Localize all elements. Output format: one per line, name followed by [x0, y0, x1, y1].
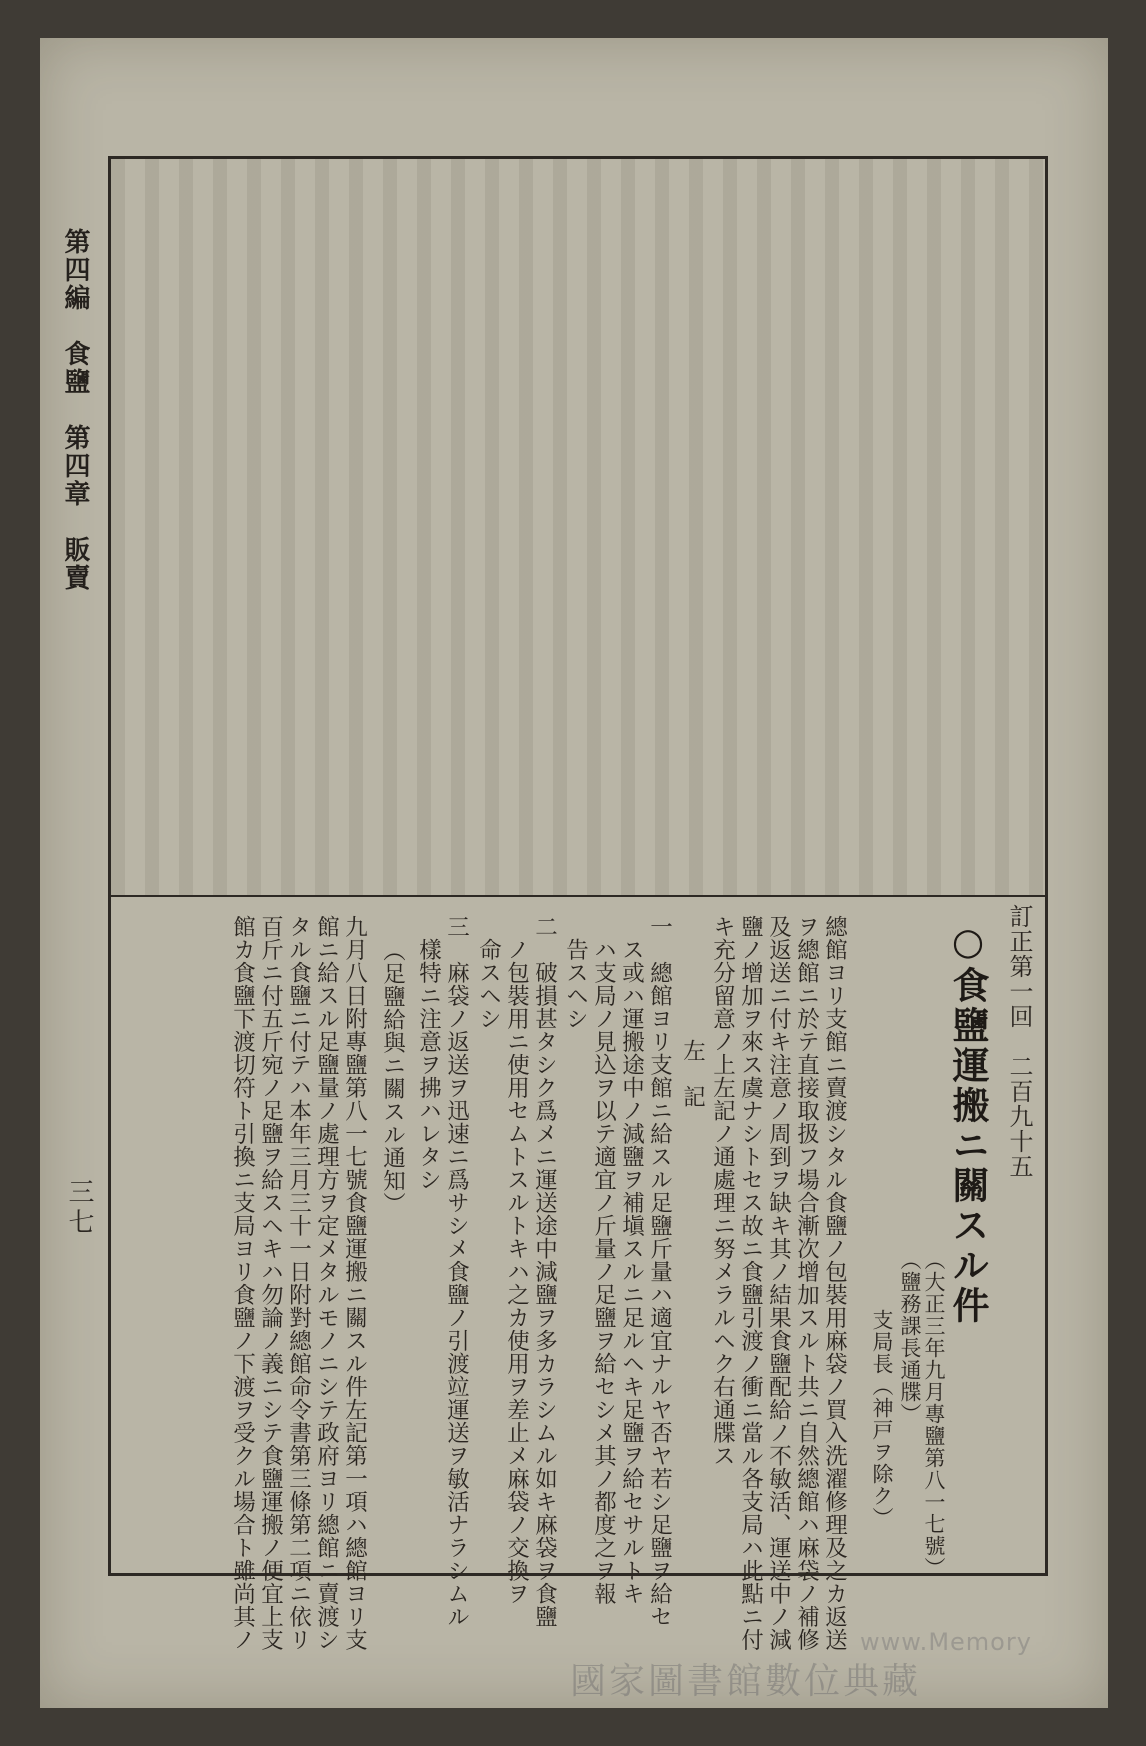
amendment-note: 訂正第一回 二百九十五 — [1005, 904, 1033, 1179]
sub-body-column: 九月八日附專鹽第八一七號食鹽運搬ニ關スル件左記第一項ハ總館ヨリ支 — [341, 915, 368, 1651]
body-column: ハ支局ノ見込ヲ以テ適宜ノ斤量ノ足鹽ヲ給セシメ其ノ都度之ヲ報 — [590, 915, 617, 1605]
sub-body-column: 百斤ニ付五斤宛ノ足鹽ヲ給スヘキハ勿論ノ義ニシテ食鹽運搬ノ便宜上支 — [257, 915, 284, 1651]
body-column: 命スヘシ — [475, 915, 502, 1030]
body-column: 鹽ノ增加ヲ來ス虞ナシトセス故ニ食鹽引渡ノ衝ニ當ル各支局ハ此點ニ付 — [737, 915, 764, 1651]
body-column: 樣特ニ注意ヲ拂ハレタシ — [415, 915, 442, 1191]
book-page — [40, 38, 1108, 1708]
notice-title: ○食鹽運搬ニ關スル件 — [946, 919, 990, 1326]
body-column: キ充分留意ノ上左記ノ通處理ニ努メラルヘク右通牒ス — [709, 915, 736, 1467]
body-column: 三 麻袋ノ返送ヲ迅速ニ爲サシメ食鹽ノ引渡竝運送ヲ敏活ナラシムル — [443, 915, 470, 1628]
body-column: 一 總館ヨリ支館ニ給スル足鹽斤量ハ適宜ナルヤ否ヤ若シ足鹽ヲ給セ — [646, 915, 673, 1628]
sub-body-column: 館ニ給スル足鹽量ノ處理方ヲ定メタルモノニシテ政府ヨリ總館ニ賣渡シ — [313, 915, 340, 1651]
chapter-heading: 第四編 食鹽 第四章 販賣 — [60, 228, 90, 592]
bleed-through-area — [111, 159, 1045, 895]
body-column: ノ包裝用ニ使用セムトスルトキハ之カ使用ヲ差止メ麻袋ノ交換ヲ — [503, 915, 530, 1605]
section-heading: 左 記 — [679, 1039, 706, 1108]
sub-body-column: 館カ食鹽下渡切符ト引換ニ支局ヨリ食鹽ノ下渡ヲ受クル場合ト雖尚其ノ — [229, 915, 256, 1651]
watermark-url: www.Memory — [860, 1628, 1032, 1656]
recipient: 支局長（神戸ヲ除ク） — [870, 1309, 894, 1529]
date-reference: （大正三年九月專鹽第八一七號） — [922, 1249, 946, 1579]
sub-notice-title: （足鹽給與ニ關スル通知） — [379, 939, 406, 1215]
issuer: （鹽務課長通牒） — [898, 1249, 922, 1425]
body-column: ヲ總館ニ於テ直接取扱フ場合漸次增加スルト共ニ自然總館ハ麻袋ノ補修 — [793, 915, 820, 1651]
body-column: ス或ハ運搬途中ノ減鹽ヲ補塡スルニ足ルヘキ足鹽ヲ給セサルトキ — [618, 915, 645, 1605]
body-column: 總館ヨリ支館ニ賣渡シタル食鹽ノ包裝用麻袋ノ買入洗濯修理及之カ返送 — [821, 915, 848, 1651]
body-column: 告スヘシ — [562, 915, 589, 1030]
page-number: 三七 — [64, 1178, 94, 1238]
section-divider — [111, 895, 1045, 897]
body-column: 及返送ニ付キ注意ノ周到ヲ缺キ其ノ結果食鹽配給ノ不敏活、運送中ノ減 — [765, 915, 792, 1651]
watermark: 國家圖書館數位典藏 — [570, 1661, 922, 1702]
body-column: 二 破損甚タシク爲メニ運送途中減鹽ヲ多カラシムル如キ麻袋ヲ食鹽 — [531, 915, 558, 1628]
sub-body-column: タル食鹽ニ付テハ本年三月三十一日附對總館命令書第三條第二項ニ依リ — [285, 915, 312, 1651]
